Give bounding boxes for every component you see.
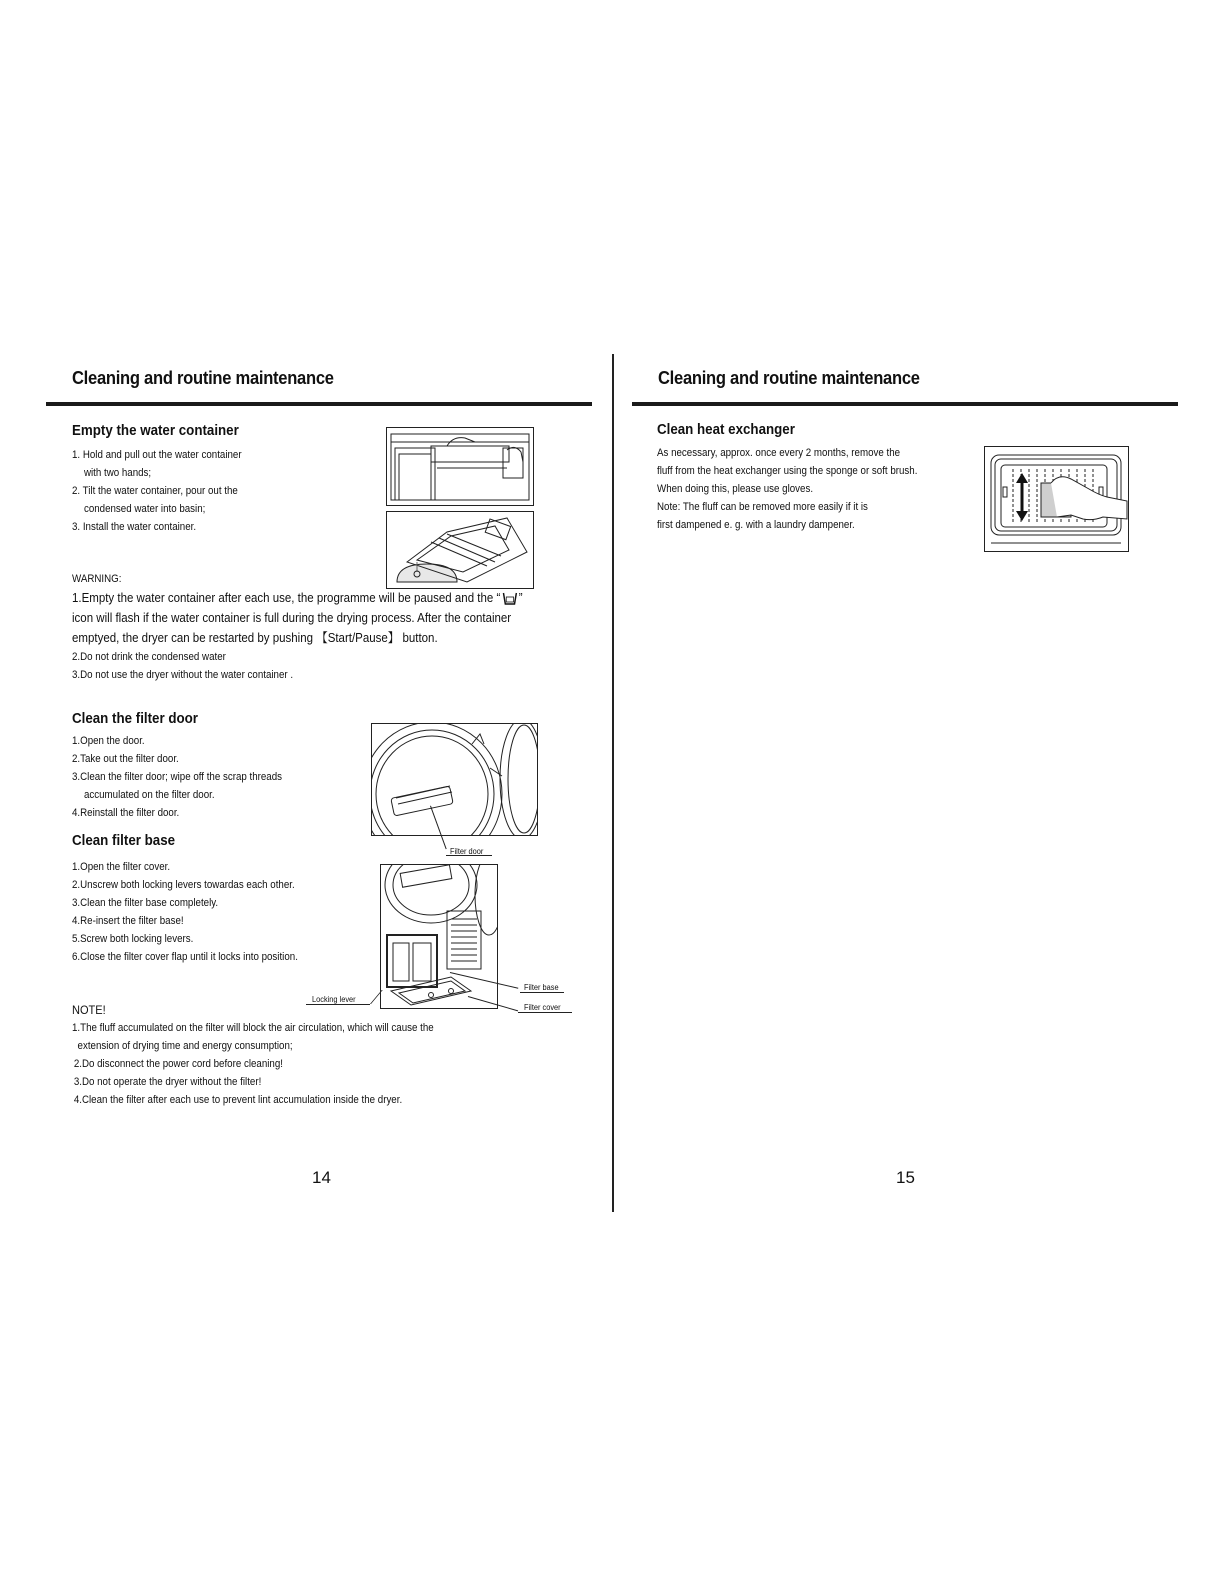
list-item: 4.Re-insert the filter base! — [72, 915, 184, 927]
list-item: 3.Clean the filter door; wipe off the scrap threads — [72, 771, 283, 783]
list-item: condensed water into basin; — [83, 503, 206, 515]
list-item: 6.Close the filter cover flap until it locks into position. — [72, 951, 298, 963]
figure-filter-door — [371, 723, 538, 836]
water-container-icon — [501, 590, 518, 606]
filter-cover-label-line — [518, 1012, 572, 1013]
section-heading-water: Empty the water container — [72, 423, 239, 439]
warning-block — [72, 588, 562, 684]
warning-line-2: 2.Do not drink the condensed water — [72, 651, 226, 663]
text-line: As necessary, approx. once every 2 months, remove the — [657, 447, 901, 459]
filter-door-illustration — [372, 724, 537, 835]
section-heading-filter-door: Clean the filter door — [72, 711, 199, 727]
list-item: 4.Reinstall the filter door. — [72, 807, 180, 819]
figure-heat-exchanger — [984, 446, 1129, 552]
list-item: 3. Install the water container. — [72, 521, 197, 533]
list-item: with two hands; — [83, 467, 152, 479]
filter-base-steps — [72, 858, 318, 966]
list-item: 1. Hold and pull out the water container — [72, 449, 242, 461]
filter-base-illustration — [381, 865, 497, 1008]
text-line: When doing this, please use gloves. — [657, 483, 814, 495]
figure-filter-base — [380, 864, 498, 1009]
list-item: 1.Open the filter cover. — [72, 861, 171, 873]
hand-sponge-icon — [1041, 477, 1127, 520]
filter-door-steps — [72, 732, 300, 822]
page-title: Cleaning and routine maintenance — [658, 368, 920, 388]
note-label: NOTE! — [72, 1003, 106, 1017]
note-block — [72, 1019, 465, 1109]
page-divider — [612, 354, 614, 1212]
label-filter-cover: Filter cover — [524, 1003, 561, 1012]
locking-lever-label-line — [306, 1004, 370, 1005]
figure-pour-water — [386, 511, 534, 589]
heat-exchanger-illustration — [985, 447, 1128, 551]
page-title: Cleaning and routine maintenance — [72, 368, 334, 388]
page-number: 14 — [312, 1168, 331, 1187]
label-filter-base: Filter base — [524, 983, 559, 992]
text-line: first dampened e. g. with a laundry dampener. — [657, 519, 855, 531]
warning-line-1: 1.Empty the water container after each use, the programme will be paused and the “ ” — [72, 591, 523, 605]
note-line: 2.Do disconnect the power cord before cleaning! — [73, 1058, 283, 1070]
label-filter-door: Filter door — [450, 847, 484, 856]
list-item: 1.Open the door. — [72, 735, 145, 747]
figure-pull-container — [386, 427, 534, 506]
warning-line-3: 3.Do not use the dryer without the water container . — [72, 669, 294, 681]
list-item: 2.Unscrew both locking levers towardas each other. — [72, 879, 295, 891]
list-item: 3.Clean the filter base completely. — [72, 897, 219, 909]
section-heading-heat-exchanger: Clean heat exchanger — [657, 422, 795, 438]
double-arrow-icon — [1016, 473, 1028, 521]
pull-container-illustration — [387, 428, 533, 505]
section-heading-filter-base: Clean filter base — [72, 833, 176, 849]
warning-line-1c: emptyed, the dryer can be restarted by pushing 【Start/Pause】 button. — [72, 631, 438, 645]
label-locking-lever: Locking lever — [312, 995, 356, 1004]
heat-exchanger-text — [657, 444, 940, 534]
pour-water-illustration — [387, 512, 533, 588]
filter-base-label-line — [520, 992, 564, 993]
text-line: fluff from the heat exchanger using the sponge or soft brush. — [657, 465, 918, 477]
water-steps — [72, 446, 256, 536]
note-line: 4.Clean the filter after each use to prevent lint accumulation inside the dryer. — [73, 1094, 403, 1106]
note-line: 1.The fluff accumulated on the filter will block the air circulation, which will cause the — [72, 1022, 434, 1034]
text-line: Note: The fluff can be removed more easily if it is — [657, 501, 868, 513]
page-number: 15 — [896, 1168, 915, 1187]
note-line: 3.Do not operate the dryer without the filter! — [73, 1076, 262, 1088]
title-rule — [46, 402, 592, 406]
title-rule — [632, 402, 1178, 406]
list-item: 2.Take out the filter door. — [72, 753, 179, 765]
warning-label: WARNING: — [72, 573, 122, 585]
list-item: accumulated on the filter door. — [83, 789, 215, 801]
list-item: 2. Tilt the water container, pour out the — [72, 485, 238, 497]
list-item: 5.Screw both locking levers. — [72, 933, 194, 945]
warning-line-1b: icon will flash if the water container is full during the drying process. After the container — [72, 611, 512, 625]
note-line: extension of drying time and energy consumption; — [77, 1040, 293, 1052]
